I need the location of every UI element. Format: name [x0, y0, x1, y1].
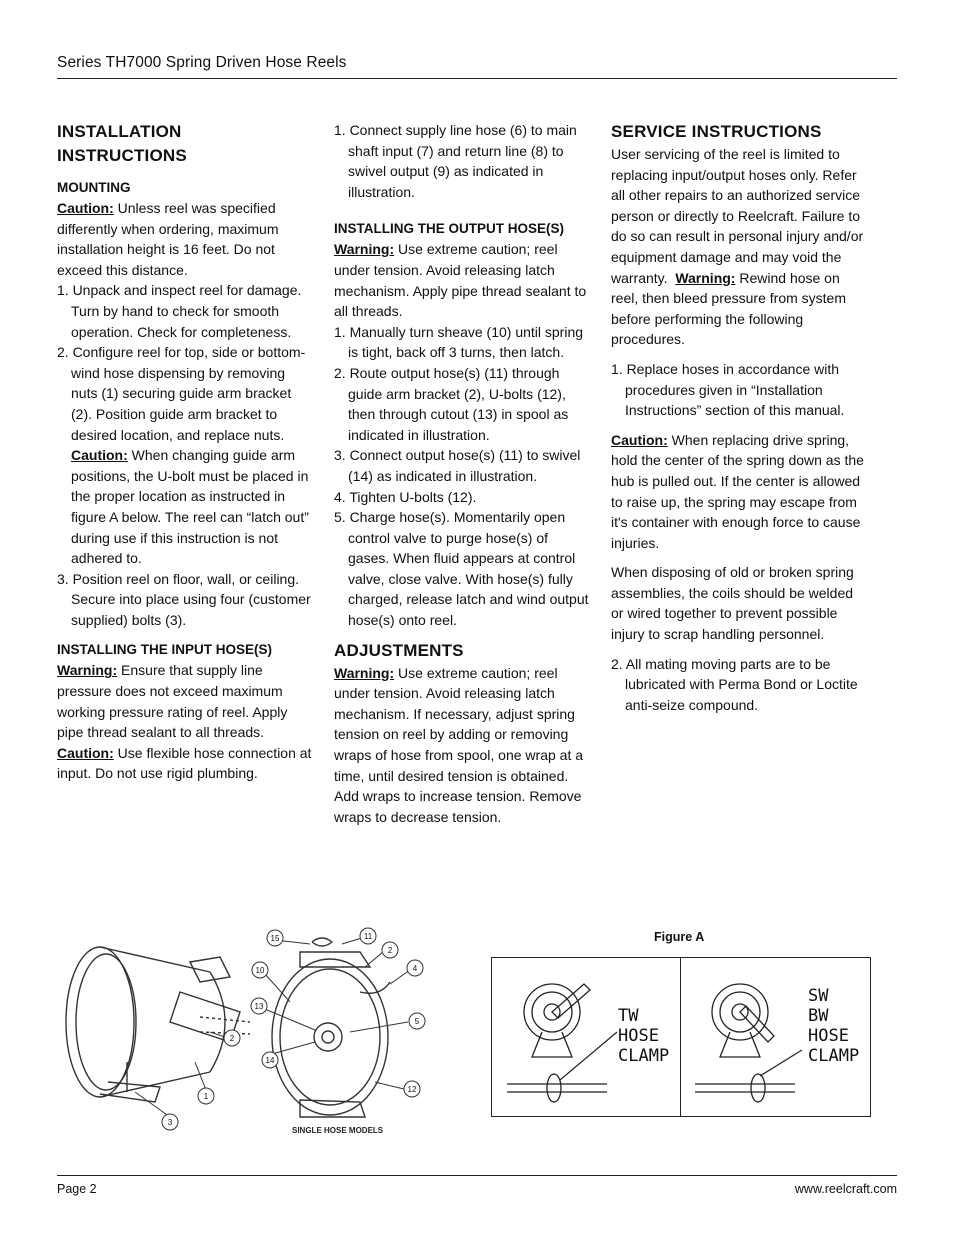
input-hose-caution: Caution: Use flexible hose connection at input. Do not use rigid plumbing. [57, 744, 312, 782]
input-hose-step-1: 1. Connect supply line hose (6) to main shaft input (7) and return line (8) to swivel output (9) as indicated in illustration. [334, 122, 577, 200]
single-hose-caption: SINGLE HOSE MODELS [292, 1126, 384, 1135]
page-header-title: Series TH7000 Spring Driven Hose Reels [57, 54, 347, 71]
callout-12: 12 [407, 1085, 417, 1094]
callout-14: 14 [265, 1056, 275, 1065]
adjustments-warning: Warning: Use extreme caution; reel under tension. Avoid releasing latch mechanism. If necessary, adjust spring tension on reel by adding or removing wraps of hose from spool, one wrap at a time, until desired tension is obtained. Add wraps to increase tension. Remove wraps to decrease tension. [334, 664, 584, 825]
output-hose-heading: INSTALLING THE OUTPUT HOSE(S) [334, 221, 564, 237]
callout-10: 10 [255, 966, 265, 975]
figure-a-box [491, 957, 871, 1117]
tw-hose-clamp-label: TW HOSE CLAMP [618, 1006, 670, 1066]
mounting-step-2-caution: Caution: When changing guide arm positions, the U-bolt must be placed in the proper location as instructed in figure A below. The reel can “latch out” during use if this instruction is not adhered to. [71, 447, 309, 567]
footer-url: www.reelcraft.com [794, 1182, 897, 1196]
callout-3: 3 [167, 1118, 173, 1127]
service-heading: SERVICE INSTRUCTIONS [611, 122, 822, 141]
footer-rule [57, 1175, 897, 1176]
mounting-step-2: 2. Configure reel for top, side or bottom-wind hose dispensing by removing nuts (1) securing guide arm bracket (2). Position guide arm bracket to desired location, and replace nuts. Caution: When changing guide arm positions, the U-bolt must be placed in the proper location as instructed in figure A below. The reel can “latch out” during use if this instruction is not adhered to. [57, 342, 314, 569]
callout-11: 11 [363, 932, 373, 941]
output-hose-step-2: 2. Route output hose(s) (11) through guide arm bracket (2), U-bolts (12), then through cutout (13) in spool as indicated in illustration. [334, 364, 569, 443]
figure-a-divider [680, 958, 681, 1116]
reel-exploded-illustration [60, 922, 430, 1142]
page-number: Page 2 [57, 1182, 97, 1196]
mounting-caution: Caution: Unless reel was specified differently when ordering, maximum installation height is 16 feet. Do not exceed this distance. [57, 200, 279, 278]
service-step-2: 2. All mating moving parts are to be lubricated with Perma Bond or Loctite anti-seize compound. [611, 655, 858, 713]
adjustments-heading: ADJUSTMENTS [334, 640, 464, 660]
output-hose-steps [334, 322, 592, 631]
column-installation [57, 120, 314, 784]
column-service [611, 120, 869, 715]
service-steps [611, 359, 869, 421]
mounting-heading: MOUNTING [57, 180, 131, 195]
input-hose-warning: Warning: Ensure that supply line pressure does not exceed maximum working pressure rating of reel. Apply pipe thread sealant to all threads. [57, 662, 288, 741]
service-caution: Caution: When replacing drive spring, hold the center of the spring down as the hub is pulled out. If the center is allowed to raise up, the spring may escape from it's container with enough force to cause injuries. [611, 431, 864, 551]
input-hose-steps [334, 120, 592, 202]
output-hose-step-5: 5. Charge hose(s). Momentarily open control valve to purge hose(s) of gases. When fluid appears at control valve, close valve. With hose(s) fully charged, release latch and wind output hose(s) onto reel. [334, 509, 589, 629]
service-step-1: 1. Replace hoses in accordance with procedures given in “Installation Instructions” section of this manual. [611, 360, 845, 419]
output-hose-step-3: 3. Connect output hose(s) (11) to swivel (14) as indicated in illustration. [334, 447, 581, 484]
callout-4: 4 [412, 964, 418, 973]
figure-a-caption: Figure A [654, 930, 705, 944]
sw-bw-reel-diagram [690, 972, 810, 1112]
sw-bw-hose-clamp-label: SW BW HOSE CLAMP [808, 986, 860, 1066]
callout-2-left: 2 [229, 1034, 235, 1043]
callout-5: 5 [414, 1017, 420, 1026]
tw-reel-diagram [502, 972, 622, 1112]
mounting-steps [57, 280, 314, 630]
callout-13: 13 [254, 1002, 264, 1011]
installation-heading: INSTALLATION INSTRUCTIONS [57, 122, 187, 165]
callout-2-right: 2 [387, 946, 393, 955]
input-hose-heading: INSTALLING THE INPUT HOSE(S) [57, 642, 272, 658]
output-hose-step-1: 1. Manually turn sheave (10) until spring is tight, back off 3 turns, then latch. [334, 323, 584, 361]
service-intro: User servicing of the reel is limited to replacing input/output hoses only. Refer all other repairs to an authorized service person or directly to Reelcraft. Failure to do so can result in personal injury and/or equipment damage and may void the warranty. Warning: Rewind hose on reel, then bleed pressure from system before performing the following procedures. [611, 146, 864, 348]
output-hose-step-4: 4. Tighten U-bolts (12). [334, 488, 477, 505]
callout-1: 1 [203, 1092, 209, 1101]
service-steps-2 [611, 654, 869, 716]
header-rule [57, 78, 897, 79]
callout-15: 15 [270, 934, 280, 943]
mounting-step-3: 3. Position reel on floor, wall, or ceiling. Secure into place using four (customer supplied) bolts (3). [57, 570, 311, 628]
output-hose-warning: Warning: Use extreme caution; reel under tension. Avoid releasing latch mechanism. Apply pipe thread sealant to all threads. [334, 241, 587, 320]
service-disposal: When disposing of old or broken spring assemblies, the coils should be welded or wired together to prevent possible injury to scrap handling personnel. [611, 564, 854, 643]
column-output [334, 120, 592, 827]
mounting-step-1: 1. Unpack and inspect reel for damage. Turn by hand to check for smooth operation. Check for completeness. [57, 282, 302, 340]
